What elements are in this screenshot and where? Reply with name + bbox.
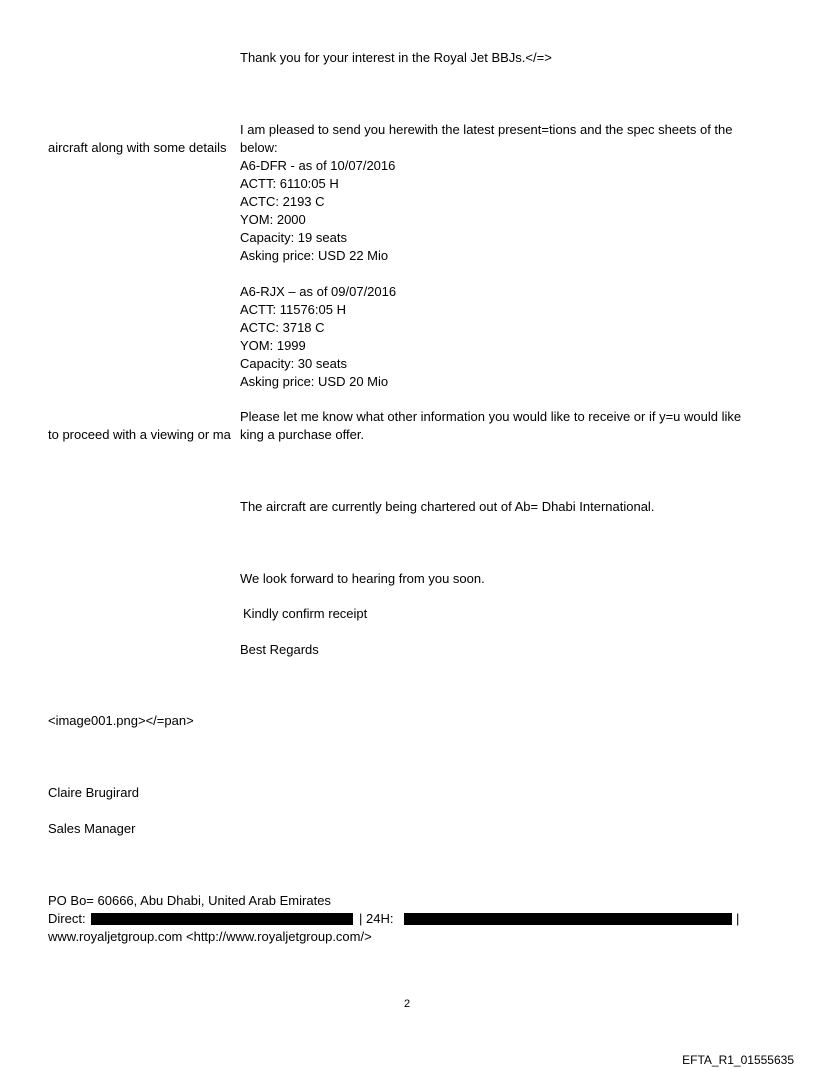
- aircraft-line: ACTC: 3718 C: [240, 320, 325, 335]
- end-bar: |: [736, 911, 740, 926]
- signature-address: PO Bo= 60666, Abu Dhabi, United Arab Emirates: [48, 893, 331, 908]
- para2-line2-left: to proceed with a viewing or ma: [48, 427, 231, 442]
- redaction-bar-direct: [91, 913, 353, 925]
- para1-line2-right: below:: [240, 140, 278, 155]
- aircraft-line: Capacity: 30 seats: [240, 356, 347, 371]
- separator-24h: | 24H:: [359, 911, 394, 926]
- para2-line2-right: king a purchase offer.: [240, 427, 365, 442]
- aircraft-line: A6-DFR - as of 10/07/2016: [240, 158, 396, 173]
- aircraft-line: Capacity: 19 seats: [240, 230, 347, 245]
- aircraft-line: YOM: 2000: [240, 212, 306, 227]
- para1-line2-left: aircraft along with some details: [48, 140, 227, 155]
- para1-line1: I am pleased to send you herewith the latest present=tions and the spec sheets of the: [240, 122, 733, 137]
- intro-text: Thank you for your interest in the Royal Jet BBJs.</=>: [240, 50, 552, 65]
- regards-text: Best Regards: [240, 642, 319, 657]
- signature-title: Sales Manager: [48, 821, 136, 836]
- aircraft-line: A6-RJX – as of 09/07/2016: [240, 284, 397, 299]
- aircraft-line: ACTT: 6110:05 H: [240, 176, 339, 191]
- look-forward-text: We look forward to hearing from you soon.: [240, 571, 485, 586]
- aircraft-line: YOM: 1999: [240, 338, 306, 353]
- website-link[interactable]: www.royaljetgroup.com <http://www.royaljetgroup.com/>: [48, 929, 372, 944]
- page-number: 2: [404, 998, 411, 1010]
- aircraft-line: Asking price: USD 22 Mio: [240, 248, 389, 263]
- confirm-receipt-text: Kindly confirm receipt: [243, 606, 368, 621]
- para2-line1: Please let me know what other information you would like to receive or if y=u would like: [240, 409, 742, 424]
- aircraft-line: Asking price: USD 20 Mio: [240, 374, 389, 389]
- aircraft-line: ACTT: 11576:05 H: [240, 302, 346, 317]
- image-placeholder-text: <image001.png></=pan>: [48, 713, 194, 728]
- direct-label: Direct:: [48, 911, 86, 926]
- aircraft-line: ACTC: 2193 C: [240, 194, 325, 209]
- charter-text: The aircraft are currently being chartered out of Ab= Dhabi International.: [240, 499, 655, 514]
- redaction-bar-24h: [404, 913, 732, 925]
- document-id: EFTA_R1_01555635: [682, 1053, 794, 1067]
- signature-name: Claire Brugirard: [48, 785, 140, 800]
